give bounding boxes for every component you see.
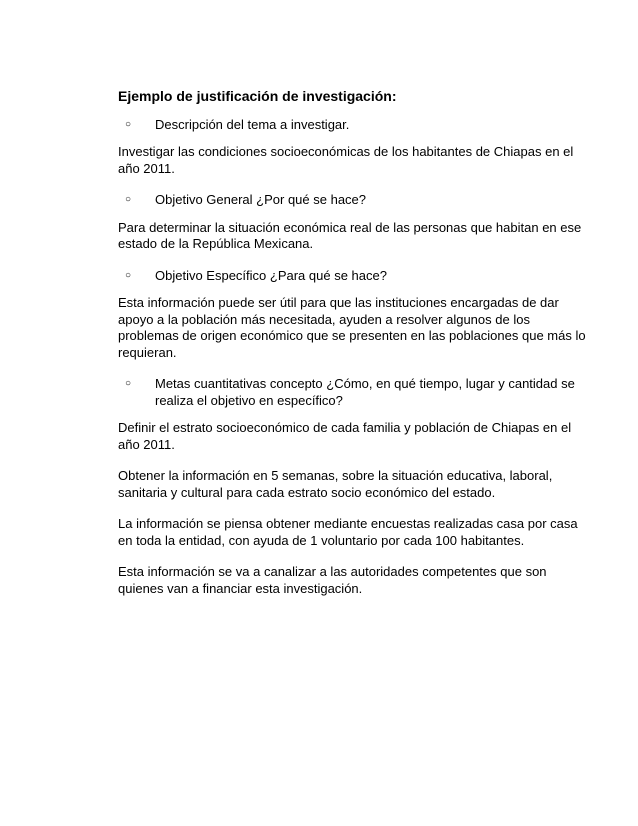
bullet-circle-icon: ○ [125, 378, 132, 389]
paragraph: Investigar las condiciones socioeconómicas de los habitantes de Chiapas en el año 2011. [118, 144, 574, 176]
paragraph: Definir el estrato socioeconómico de cada familia y población de Chiapas en el año 2011. [118, 420, 572, 452]
section-heading-text: Objetivo General ¿Por qué se hace? [155, 192, 367, 207]
paragraph: Para determinar la situación económica real de las personas que habitan en ese estado de la República Mexicana. [118, 219, 582, 251]
bullet-circle-icon: ○ [125, 118, 132, 130]
section-heading-text: Descripción del tema a investigar. [155, 116, 350, 132]
section-heading-metas-cuantitativas [118, 376, 588, 409]
section-heading-objetivo-general [118, 192, 588, 209]
document-title: Ejemplo de justificación de investigación: [118, 88, 397, 104]
document-page [118, 88, 588, 612]
section-heading-descripcion [118, 117, 588, 134]
paragraph: La información se piensa obtener mediante encuestas realizadas casa por casa en toda la entidad, con ayuda de 1 voluntario por cada 100 habitantes. [118, 516, 578, 548]
paragraph: Esta información puede ser útil para que las instituciones encargadas de dar apoyo a la población más necesitada, ayuden a resolver algunos de los problemas de origen económico que se presenten en las poblaciones que más lo requieran. [118, 295, 586, 360]
paragraph: Esta información se va a canalizar a las autoridades competentes que son quienes van a financiar esta investigación. [118, 564, 547, 596]
paragraph: Obtener la información en 5 semanas, sobre la situación educativa, laboral, sanitaria y cultural para cada estrato socio económico del estado. [118, 468, 553, 500]
section-heading-objetivo-especifico [118, 268, 588, 285]
bullet-circle-icon: ○ [125, 269, 132, 281]
section-heading-text: Metas cuantitativas concepto ¿Cómo, en qué tiempo, lugar y cantidad se realiza el objetivo en específico? [155, 376, 575, 408]
section-heading-text: Objetivo Específico ¿Para qué se hace? [155, 267, 387, 283]
bullet-circle-icon: ○ [125, 194, 132, 205]
